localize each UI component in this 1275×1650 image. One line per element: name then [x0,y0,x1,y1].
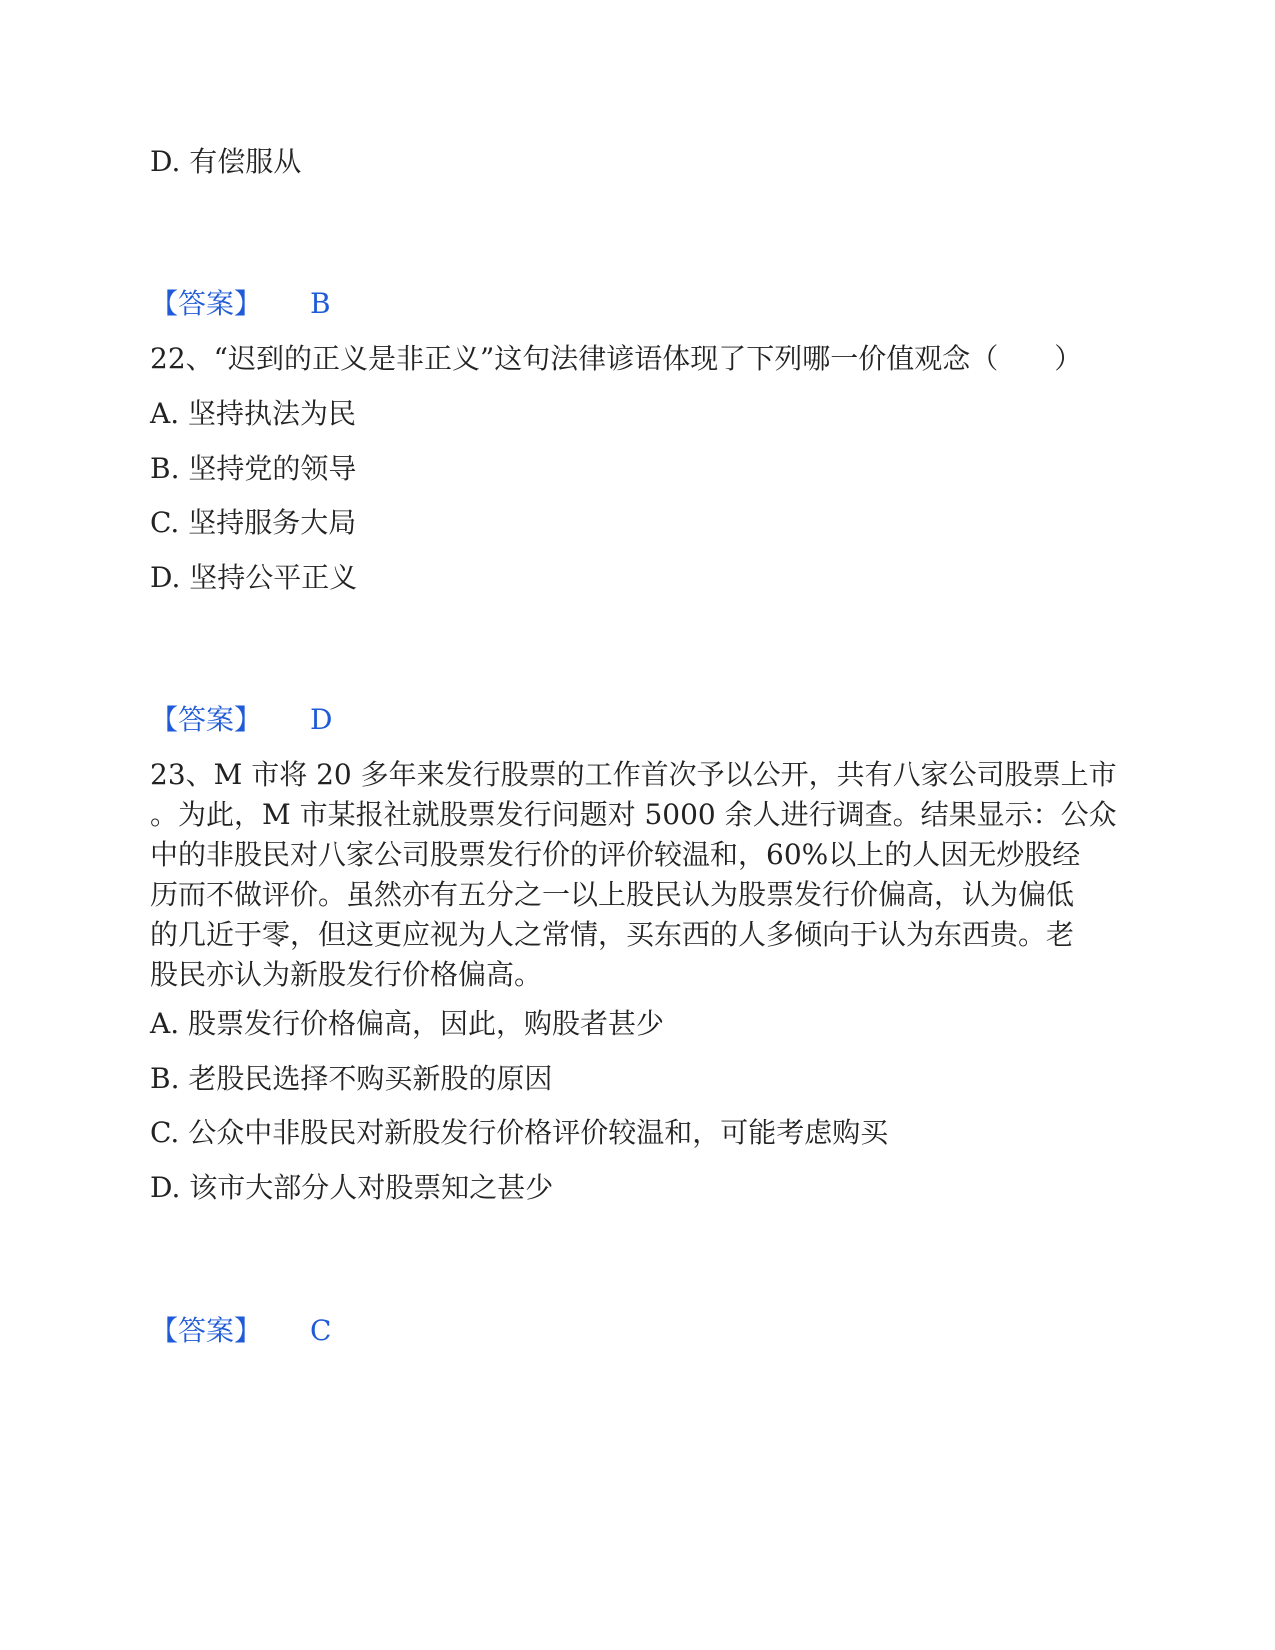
q23-option-c: C. 公众中非股民对新股发行价格评价较温和，可能考虑购买 [150,1116,889,1149]
q22-option-c: C. 坚持服务大局 [150,506,357,539]
q23-stem-line: 23、M 市将 20 多年来发行股票的工作首次予以公开，共有八家公司股票上市 [150,758,1117,791]
answer-value: B [310,287,331,320]
q23-answer [150,1311,331,1351]
q23-stem-line: 股民亦认为新股发行价格偏高。 [150,958,543,991]
q23-stem-line: 的几近于零，但这更应视为人之常情，买东西的人多倾向于认为东西贵。老 [150,918,1075,951]
q23-stem-line: 历而不做评价。虽然亦有五分之一以上股民认为股票发行价偏高，认为偏低 [150,878,1075,911]
q23-option-b: B. 老股民选择不购买新股的原因 [150,1062,553,1095]
answer-label: 【答案】 [150,703,263,736]
answer-value: C [310,1314,332,1347]
answer-label: 【答案】 [150,287,263,320]
q22-option-b: B. 坚持党的领导 [150,452,357,485]
q23-stem-line: 中的非股民对八家公司股票发行价的评价较温和，60%以上的人因无炒股经 [150,838,1081,871]
q23-option-a: A. 股票发行价格偏高，因此，购股者甚少 [150,1007,665,1040]
prev-answer [150,284,331,324]
q22-stem: 22、“迟到的正义是非正义”这句法律谚语体现了下列哪一价值观念（ ） [150,342,1083,375]
answer-label: 【答案】 [150,1314,263,1347]
q23-option-d: D. 该市大部分人对股票知之甚少 [150,1171,554,1204]
answer-value: D [310,703,333,736]
q22-answer [150,700,332,740]
q23-stem-line: 。为此，M 市某报社就股票发行问题对 5000 余人进行调查。结果显示：公众 [150,798,1117,831]
prev-option-d: D. 有偿服从 [150,145,302,178]
q22-option-d: D. 坚持公平正义 [150,561,358,594]
q22-option-a: A. 坚持执法为民 [150,397,357,430]
q23-stem [150,755,1120,995]
